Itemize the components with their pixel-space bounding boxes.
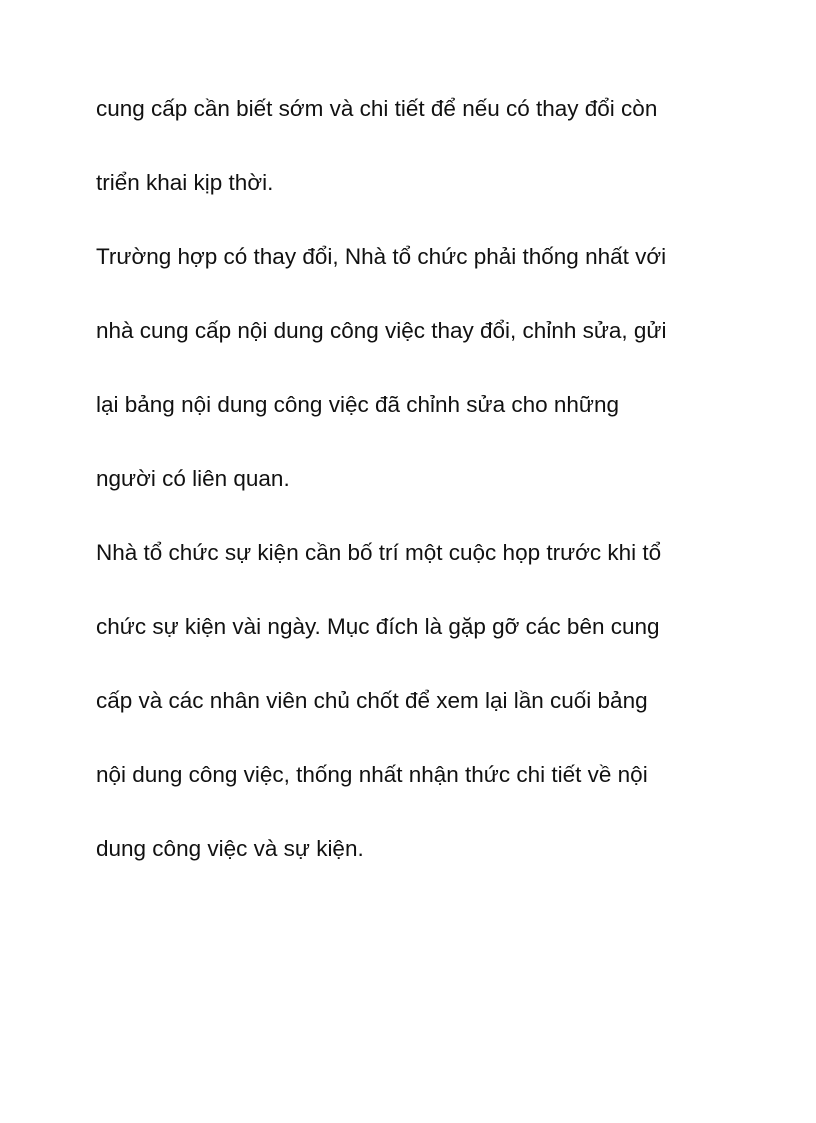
document-body — [96, 90, 756, 867]
text-line: dung công việc và sự kiện. — [96, 836, 364, 861]
text-line: người có liên quan. — [96, 466, 290, 491]
text-line: chức sự kiện vài ngày. Mục đích là gặp gỡ các bên cung — [96, 614, 660, 639]
paragraph-1 — [96, 90, 756, 201]
text-line: nội dung công việc, thống nhất nhận thức chi tiết về nội — [96, 762, 648, 787]
text-line: cấp và các nhân viên chủ chốt để xem lại lần cuối bảng — [96, 688, 648, 713]
text-line: nhà cung cấp nội dung công việc thay đổi, chỉnh sửa, gửi — [96, 318, 667, 343]
text-line: Trường hợp có thay đổi, Nhà tổ chức phải thống nhất với — [96, 244, 667, 269]
text-line: Nhà tổ chức sự kiện cần bố trí một cuộc họp trước khi tổ — [96, 540, 662, 565]
text-line: cung cấp cần biết sớm và chi tiết để nếu có thay đổi còn — [96, 96, 658, 121]
text-line: triển khai kịp thời. — [96, 170, 274, 195]
paragraph-2 — [96, 238, 756, 497]
paragraph-3 — [96, 534, 756, 867]
text-line: lại bảng nội dung công việc đã chỉnh sửa cho những — [96, 392, 619, 417]
